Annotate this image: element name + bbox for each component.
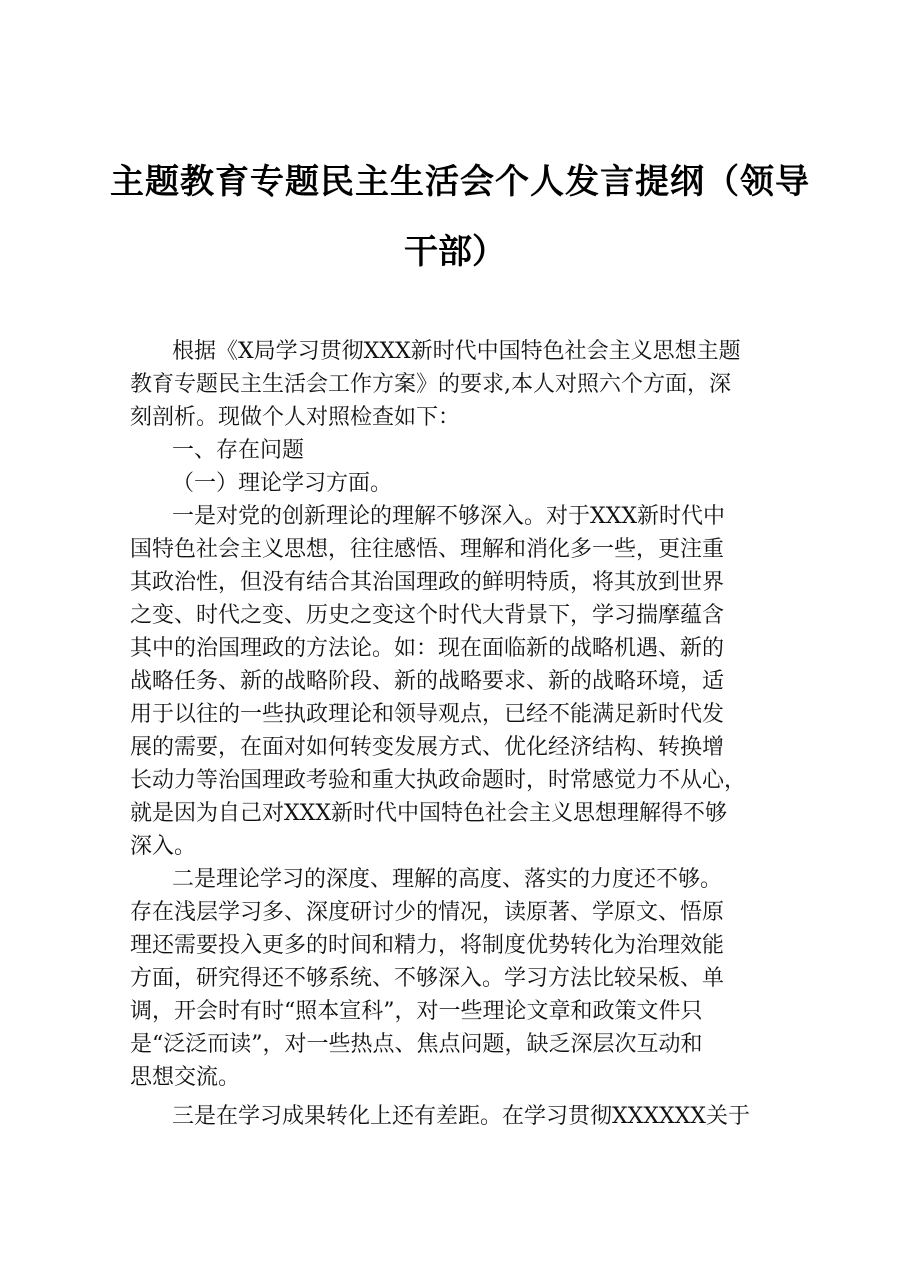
subsection-heading: （一）理论学习方面。 bbox=[172, 471, 393, 496]
paragraph-line: 就是因为自己对XXX新时代中国特色社会主义思想理解得不够 bbox=[130, 801, 727, 826]
paragraph-line: 长动力等治国理政考验和重大执政命题时，时常感觉力不从心， bbox=[130, 768, 747, 793]
paragraph-line: 深入。 bbox=[130, 834, 197, 859]
paragraph-line: 思想交流。 bbox=[130, 1065, 241, 1090]
document-title-line-1: 主题教育专题民主生活会个人发言提纲（领导 bbox=[110, 162, 810, 202]
paragraph-line: 是“泛泛而读”，对一些热点、焦点问题，缺乏深层次互动和 bbox=[130, 1032, 703, 1057]
paragraph-line: 其中的治国理政的方法论。如：现在面临新的战略机遇、新的 bbox=[130, 636, 725, 661]
paragraph-line: 根据《X局学习贯彻XXX新时代中国特色社会主义思想主题 bbox=[172, 339, 741, 364]
paragraph-line: 教育专题民主生活会工作方案》的要求,本人对照六个方面，深 bbox=[130, 372, 731, 397]
paragraph-line: 战略任务、新的战略阶段、新的战略要求、新的战略环境，适 bbox=[130, 669, 725, 694]
paragraph-line: 之变、时代之变、历史之变这个时代大背景下，学习揣摩蕴含 bbox=[130, 603, 725, 628]
section-heading: 一、存在问题 bbox=[172, 438, 305, 463]
paragraph-line: 刻剖析。现做个人对照检查如下： bbox=[130, 405, 461, 430]
paragraph-line: 国特色社会主义思想，往往感悟、理解和消化多一些，更注重 bbox=[130, 537, 725, 562]
paragraph-line: 其政治性，但没有结合其治国理政的鲜明特质，将其放到世界 bbox=[130, 570, 725, 595]
document-title-line-2: 干部） bbox=[404, 232, 506, 272]
paragraph-line: 存在浅层学习多、深度研讨少的情况，读原著、学原文、悟原 bbox=[130, 900, 725, 925]
paragraph-line: 三是在学习成果转化上还有差距。在学习贯彻XXXXXX关于 bbox=[172, 1104, 750, 1129]
paragraph-line: 展的需要，在面对如何转变发展方式、优化经济结构、转换增 bbox=[130, 735, 725, 760]
paragraph-line: 用于以往的一些执政理论和领导观点，已经不能满足新时代发 bbox=[130, 702, 725, 727]
paragraph-line: 一是对党的创新理论的理解不够深入。对于XXX新时代中 bbox=[172, 504, 725, 529]
paragraph-line: 调，开会时有时“照本宣科”，对一些理论文章和政策文件只 bbox=[130, 999, 703, 1024]
paragraph-line: 方面，研究得还不够系统、不够深入。学习方法比较呆板、单 bbox=[130, 966, 725, 991]
paragraph-line: 二是理论学习的深度、理解的高度、落实的力度还不够。 bbox=[172, 867, 723, 892]
paragraph-line: 理还需要投入更多的时间和精力，将制度优势转化为治理效能 bbox=[130, 933, 725, 958]
